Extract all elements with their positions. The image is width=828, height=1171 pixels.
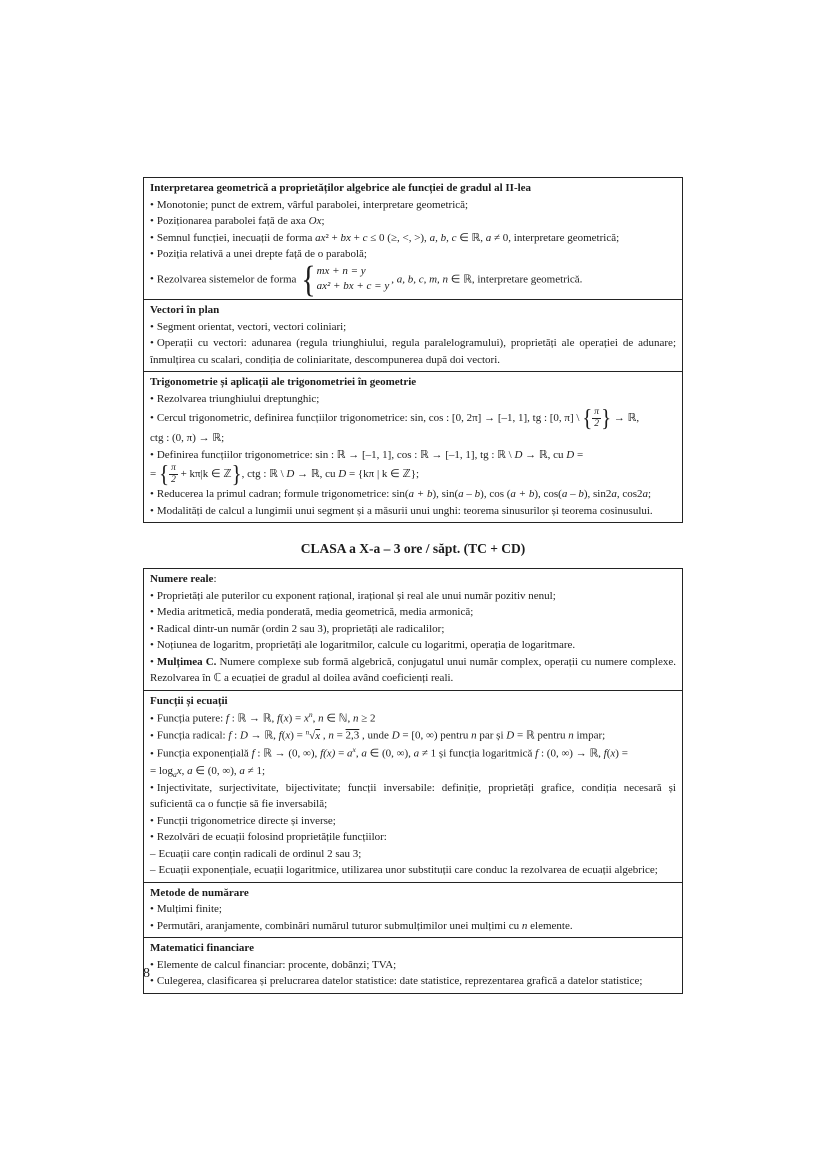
text-run: f (251, 748, 255, 761)
text-run: elemente. (527, 919, 573, 932)
text-run: Rezolvarea sistemelor de forma (156, 272, 300, 285)
text-run: f (278, 729, 282, 742)
table-section (144, 178, 682, 299)
section-title (150, 940, 676, 957)
text-run: Numere complexe sub formă algebrică, conjugatul unui număr complex, operații cu numere complexe. Rezolvarea în ℂ a ecuației de gradul al doilea având coeficienți reali. (150, 655, 676, 685)
text-run: Ecuații exponențiale, ecuații logaritmice, utilizarea unor substituții care conduc la rezolvarea de ecuații algebrice; (158, 864, 658, 877)
text-run: a – b (458, 488, 481, 501)
text-run: a (187, 764, 193, 777)
text-run: Cercul trigonometric, definirea funcțiilor trigonometrice: sin, cos : [0, 2π] → [–1, 1], tg : [0, π] \ (156, 412, 583, 425)
section-title (150, 180, 676, 197)
bullet-marker: • (150, 448, 154, 461)
text-run (592, 407, 601, 430)
list-item (150, 486, 676, 503)
text-run: Segment orientat, vectori, vectori coliniari; (156, 320, 347, 333)
text-run: ), cos ( (480, 488, 511, 501)
text-run: n (328, 729, 334, 742)
fraction (169, 463, 178, 486)
bullet-marker: • (150, 975, 154, 988)
text-run: n (568, 729, 574, 742)
list-item (150, 621, 676, 638)
list-item (150, 637, 676, 654)
text-run: Definirea funcțiilor trigonometrice: sin : ℝ → [–1, 1], cos : ℝ → [–1, 1], tg : ℝ \ (156, 448, 515, 461)
text-run: Ox (308, 215, 322, 227)
bullet-marker: • (150, 215, 154, 227)
text-run: = log (150, 764, 174, 777)
list-item (150, 503, 676, 520)
overline-text: 2,3 (345, 729, 360, 742)
text-run: Reducerea la primul cadran; formule trigonometrice: sin( (156, 488, 409, 501)
text-run: ( (281, 729, 286, 742)
open-brace: { (158, 460, 170, 488)
fraction (592, 407, 601, 430)
text-run: : (213, 573, 217, 586)
list-item (150, 404, 676, 446)
text-run: = {kπ | k ∈ ℤ}; (346, 468, 420, 481)
text-run: f (535, 748, 539, 761)
bullet-marker: • (150, 639, 154, 652)
list-item (150, 447, 676, 486)
text-run: ≠ 0, interpretare geometrică; (491, 231, 620, 244)
text-run: a (347, 748, 353, 761)
system-equation: mx + n = y (316, 264, 366, 277)
text-run: a, b, c, m, n (396, 272, 449, 285)
text-run: x (303, 712, 309, 725)
bullet-marker: • (150, 781, 154, 794)
text-run: : ℝ → (0, ∞), (254, 748, 321, 761)
text-run: ≠ 1 și funcția logaritmică (419, 748, 536, 761)
text-run: Poziționarea parabolei față de axa (156, 215, 309, 227)
bullet-marker: • (150, 337, 154, 350)
text-run: Matematici financiare (150, 942, 254, 955)
text-run: n (352, 712, 359, 725)
text-run: n (308, 710, 313, 720)
text-run: impar; (573, 729, 606, 742)
text-run: a (361, 748, 367, 761)
text-run: = ℝ pentru (514, 729, 569, 742)
text-run: ∈ ℕ, (323, 712, 353, 725)
text-run: , cos2 (616, 488, 643, 501)
text-run: Numere reale (150, 573, 214, 586)
table-section (144, 882, 682, 938)
page-number: 8 (143, 966, 150, 981)
equation-system (301, 258, 390, 301)
text-run: Funcția putere: (156, 712, 226, 725)
list-item (150, 846, 676, 863)
list-item (150, 901, 676, 918)
text-run: Metode de numărare (150, 886, 249, 899)
text-run: Monotonie; punct de extrem, vârful parabolei, interpretare geometrică; (156, 198, 469, 211)
text-run: Rezolvări de ecuații folosind proprietățile funcțiilor: (156, 831, 387, 844)
text-run: D (506, 729, 515, 742)
text-run: → ℝ, (611, 412, 640, 425)
table-section (144, 569, 682, 690)
text-run: x (285, 729, 291, 742)
class-heading: CLASA a X-a – 3 ore / săpt. (TC + CD) (300, 541, 526, 557)
text-run: , (355, 748, 362, 761)
text-run: D (391, 729, 400, 742)
text-run: , (181, 764, 188, 777)
text-run: π (171, 463, 176, 474)
text-run: + (350, 231, 363, 244)
list-item (150, 957, 676, 974)
bullet-marker: • (150, 606, 154, 619)
text-run: Culegerea, clasificarea și prelucrarea datelor statistice: date statistice, reprezentarea grafică a datelor statistice; (156, 975, 643, 988)
text-run: Operații cu vectori: adunarea (regula triunghiului, regula paralelogramului), proprietăți ale operației de adunare; înmulțirea cu scalari, condiția de coliniaritate, descompunerea după doi vectori. (150, 337, 676, 366)
text-run: a + b (408, 488, 433, 501)
text-run: Permutări, aranjamente, combinări numărul tuturor submulțimilor unei mulțimi cu (156, 919, 522, 932)
text-run: ( (606, 748, 611, 761)
list-item (150, 335, 676, 368)
text-run: x (315, 729, 321, 742)
text-run: Funcții trigonometrice directe și inverse; (156, 814, 336, 827)
text-run: Mulțimea C. (156, 655, 217, 668)
text-run: f (225, 712, 229, 725)
bullet-marker: • (150, 392, 154, 405)
text-run: Rezolvarea triunghiului dreptunghic; (156, 392, 320, 405)
text-run: D (566, 448, 575, 461)
text-run: ctg : (0, π) → ℝ; (150, 432, 225, 445)
text-run: ), sin( (432, 488, 459, 501)
text-run: + kπ|k ∈ ℤ (177, 468, 232, 481)
list-item (150, 813, 676, 830)
text-run: ∈ (0, ∞), (366, 748, 414, 761)
section-title (150, 302, 676, 319)
text-run: → ℝ, (247, 729, 279, 742)
list-item (150, 780, 676, 813)
text-run: Vectori în plan (150, 304, 220, 317)
text-run: bx (340, 231, 351, 244)
text-run: a – b (561, 488, 584, 501)
bullet-marker: • (150, 248, 154, 260)
text-run: a + b (510, 488, 535, 501)
text-run: ( (280, 712, 284, 725)
text-run: ) = (615, 748, 628, 761)
text-run: ; (648, 488, 652, 501)
text-run: : (231, 729, 240, 742)
bullet-marker: • (150, 198, 154, 211)
bullet-marker: • (150, 958, 154, 971)
bullet-marker: – (150, 847, 156, 860)
text-run: n (521, 919, 528, 932)
bullet-marker: • (150, 504, 154, 517)
system-equation: ax² + bx + c = y (316, 280, 390, 293)
text-run: x (610, 748, 616, 761)
system-brace: { (301, 258, 316, 301)
list-item (150, 391, 676, 408)
text-run: n (318, 712, 324, 725)
text-run: f (276, 712, 281, 725)
text-run: a (239, 764, 245, 777)
text-run: 2 (594, 419, 600, 430)
bullet-marker: • (150, 412, 154, 425)
text-run: ), sin2 (583, 488, 612, 501)
list-item (150, 319, 676, 336)
radical-expression (306, 730, 320, 742)
text-run: 2 (171, 475, 176, 486)
bullet-marker: • (150, 488, 154, 501)
text-run: ² + (325, 231, 341, 244)
bullet-marker: • (150, 655, 154, 668)
text-run: , (391, 272, 397, 285)
text-run: a (173, 769, 177, 779)
list-item (150, 918, 676, 935)
table-section (144, 371, 682, 522)
text-run (169, 463, 232, 486)
text-run: Radical dintr-un număr (ordin 2 sau 3), proprietăți ale radicalilor; (156, 622, 445, 635)
curriculum-table-clasa-9 (143, 177, 683, 523)
text-run: → ℝ, cu (522, 448, 567, 461)
list-item (150, 829, 676, 846)
text-run: , (312, 712, 319, 725)
text-run: x (283, 712, 289, 725)
text-run: Noțiunea de logaritm, proprietăți ale logaritmilor, calcule cu logaritmi, operația de logaritmare. (156, 639, 576, 652)
text-run: = (333, 729, 346, 742)
text-run: Elemente de calcul financiar: procente, dobânzi; TVA; (156, 958, 397, 971)
text-run: Modalități de calcul a lungimii unui segment și a măsurii unui unghi: teorema sinusurilor și teorema cosinusului. (156, 504, 653, 517)
text-run: ; (321, 215, 325, 227)
bullet-marker: • (150, 748, 154, 761)
table-section (144, 937, 682, 993)
text-run: a (413, 748, 420, 761)
text-run: = (574, 448, 584, 461)
text-run: ≠ 1; (244, 764, 265, 777)
list-item (150, 588, 676, 605)
text-run: Funcția radical: (156, 729, 229, 742)
text-run: D (338, 468, 347, 481)
list-item (150, 197, 676, 214)
text-run: ≤ 0 (≥, <, >), (367, 231, 430, 244)
table-section (144, 690, 682, 882)
braced-set (158, 460, 242, 488)
text-run: D (514, 448, 523, 461)
text-run: , (320, 729, 329, 742)
list-item (150, 258, 676, 301)
curriculum-table-clasa-10 (143, 568, 683, 994)
text-run: → ℝ, cu (294, 468, 339, 481)
bullet-marker: • (150, 272, 154, 285)
text-run: Interpretarea geometrică a proprietăților algebrice ale funcției de gradul al II-lea (150, 182, 532, 194)
text-run: a (642, 488, 649, 501)
list-item (150, 709, 676, 727)
text-run: = (335, 748, 348, 761)
section-title (150, 374, 676, 391)
text-run: ∈ (0, ∞), (192, 764, 240, 777)
text-run: n (471, 729, 477, 742)
text-run: : ℝ → ℝ, (228, 712, 277, 725)
list-item (150, 213, 676, 230)
text-run: D (286, 468, 295, 481)
text-run: Mulțimi finite; (156, 903, 222, 916)
text-run: ≥ 2 (358, 712, 376, 725)
open-brace: { (582, 404, 593, 433)
text-run: √ (309, 729, 316, 742)
text-run: f(x) (320, 748, 336, 761)
section-title (150, 885, 676, 902)
text-run: Funcția exponențială (156, 748, 252, 761)
text-run: D (239, 729, 248, 742)
text-run: Injectivitate, surjectivitate, bijectivitate; funcții inversabile: definiție, proprietăți grafice, condiția necesară și suficientă ca o funcție să fie inversabilă; (150, 781, 676, 811)
bullet-marker: • (150, 903, 154, 916)
list-item (150, 604, 676, 621)
text-run: a (611, 488, 617, 501)
table-section (144, 299, 682, 371)
bullet-marker: • (150, 831, 154, 844)
text-run (317, 264, 390, 296)
list-item (150, 654, 676, 687)
bullet-marker: • (150, 814, 154, 827)
bullet-marker: • (150, 729, 154, 742)
text-run: = [0, ∞) pentru (399, 729, 472, 742)
text-run: f (228, 729, 232, 742)
text-run: a (485, 231, 492, 244)
list-item (150, 744, 676, 780)
page-content (143, 177, 683, 994)
close-brace: } (601, 404, 612, 433)
bullet-marker: • (150, 712, 154, 725)
text-run: ) = (290, 729, 306, 742)
close-brace: } (231, 460, 242, 488)
bullet-marker: – (150, 864, 156, 877)
bullet-marker: • (150, 231, 154, 244)
text-run: ∈ ℝ, (456, 231, 486, 244)
list-item (150, 230, 676, 247)
text-run: Semnul funcției, inecuații de forma (156, 231, 316, 244)
list-item (150, 246, 676, 263)
text-run: : (0, ∞) → ℝ, (538, 748, 604, 761)
section-title (150, 693, 676, 710)
text-run: ), cos( (534, 488, 562, 501)
text-run: Media aritmetică, media ponderată, media geometrică, media armonică; (156, 606, 474, 619)
text-run: π (594, 407, 600, 418)
text-run: f (603, 748, 607, 761)
bullet-marker: • (150, 320, 154, 333)
braced-set (582, 404, 612, 433)
text-run: a, b, c (429, 231, 457, 244)
text-run: Trigonometrie și aplicații ale trigonometriei în geometrie (150, 376, 417, 389)
text-run: , ctg : ℝ \ (241, 468, 287, 481)
text-run: ∈ ℝ, interpretare geometrică. (448, 272, 583, 285)
list-item (150, 727, 676, 744)
section-title (150, 571, 676, 588)
text-run: ax (315, 231, 326, 244)
text-run: x (352, 745, 356, 755)
text-run: n (305, 728, 310, 737)
text-run: x (176, 764, 182, 777)
text-run: ) = (288, 712, 304, 725)
text-run: Poziția relativă a unei drepte față de o parabolă; (156, 248, 367, 260)
bullet-marker: • (150, 622, 154, 635)
text-run: , unde (359, 729, 392, 742)
text-run: par și (476, 729, 507, 742)
text-run: = (150, 468, 159, 481)
bullet-marker: • (150, 589, 154, 602)
bullet-marker: • (150, 919, 154, 932)
text-run: c (362, 231, 368, 244)
list-item (150, 862, 676, 879)
text-run: Funcții și ecuații (150, 694, 228, 707)
list-item (150, 973, 676, 990)
text-run: Ecuații care conțin radicali de ordinul 2 sau 3; (158, 847, 362, 860)
text-run: Proprietăți ale puterilor cu exponent rațional, irațional și real ale unui număr pozitiv nenul; (156, 589, 556, 602)
